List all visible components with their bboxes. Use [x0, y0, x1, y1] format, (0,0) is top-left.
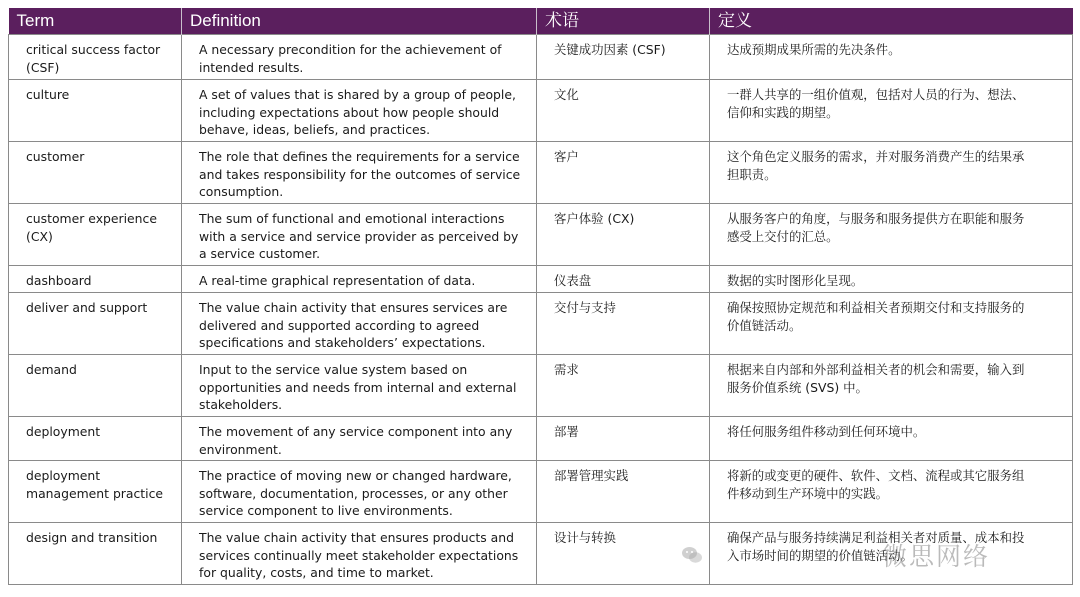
table-row	[9, 80, 1073, 142]
header-definition-zh: 定义	[710, 8, 1073, 35]
header-term: Term	[9, 8, 182, 35]
table-row	[9, 204, 1073, 266]
term-zh-cell	[537, 80, 710, 142]
cell-line: 关键成功因素 (CSF)	[554, 42, 666, 57]
term-cell	[9, 293, 182, 355]
definition-zh-cell	[710, 293, 1073, 355]
cell-line: services continually meet stakeholder expectations	[199, 547, 519, 563]
term-zh-cell	[537, 355, 710, 417]
cell-line: customer	[26, 149, 85, 164]
cell-line: 数据的实时图形化呈现。	[727, 273, 864, 288]
definition-zh-cell	[710, 523, 1073, 585]
header-term-zh: 术语	[537, 8, 710, 35]
cell-line: customer experience	[26, 211, 157, 226]
cell-line: 需求	[554, 362, 579, 377]
term-cell	[9, 461, 182, 523]
cell-line: stakeholders.	[199, 397, 283, 413]
table-row	[9, 355, 1073, 417]
cell-line: a service customer.	[199, 246, 321, 262]
table-row	[9, 266, 1073, 293]
cell-line: A set of values that is shared by a group of people,	[199, 87, 516, 102]
cell-line: 设计与转换	[554, 530, 616, 546]
glossary-body	[9, 35, 1073, 585]
cell-line: 信仰和实践的期望。	[727, 104, 839, 120]
definition-cell	[182, 204, 537, 266]
cell-line: 感受上交付的汇总。	[727, 228, 839, 244]
cell-line: The practice of moving new or changed hardware,	[199, 468, 512, 484]
cell-line: 客户体验 (CX)	[554, 211, 635, 226]
term-zh-cell	[537, 293, 710, 355]
cell-line: 根据来自内部和外部利益相关者的机会和需要，输入到	[727, 362, 1025, 377]
definition-zh-cell	[710, 142, 1073, 204]
definition-cell	[182, 523, 537, 585]
cell-line: Input to the service value system based on	[199, 362, 468, 377]
cell-line: A real-time graphical representation of data.	[199, 273, 476, 288]
definition-cell	[182, 80, 537, 142]
cell-line: 部署管理实践	[554, 468, 629, 484]
cell-line: behave, ideas, beliefs, and practices.	[199, 122, 431, 138]
term-cell	[9, 80, 182, 142]
cell-line: deployment	[26, 468, 101, 484]
table-row	[9, 523, 1073, 585]
definition-cell	[182, 35, 537, 80]
term-zh-cell	[537, 35, 710, 80]
watermark-text: 微思网络	[882, 542, 991, 571]
cell-line: 价值链活动。	[727, 317, 802, 333]
cell-line: 客户	[554, 149, 579, 164]
term-cell	[9, 417, 182, 461]
table-row	[9, 461, 1073, 523]
term-zh-cell	[537, 266, 710, 293]
cell-line: delivered and supported according to agreed	[199, 317, 480, 333]
cell-line: including expectations about how people should	[199, 104, 500, 120]
cell-line: software, documentation, processes, or any other	[199, 485, 508, 501]
term-zh-cell	[537, 461, 710, 523]
table-row	[9, 293, 1073, 355]
definition-zh-cell	[710, 204, 1073, 266]
cell-line: The role that defines the requirements for a service	[199, 149, 520, 164]
definition-zh-cell	[710, 266, 1073, 293]
definition-zh-cell	[710, 35, 1073, 80]
cell-line: 将新的或变更的硬件、软件、文档、流程或其它服务组	[727, 468, 1025, 484]
cell-line: The movement of any service component into any	[199, 424, 513, 439]
cell-line: (CX)	[26, 228, 53, 244]
cell-line: The sum of functional and emotional interactions	[199, 211, 505, 226]
cell-line: The value chain activity that ensures services are	[199, 300, 508, 315]
cell-line: 交付与支持	[554, 300, 616, 315]
cell-line: 确保按照协定规范和利益相关者预期交付和支持服务的	[727, 300, 1025, 315]
definition-cell	[182, 355, 537, 417]
table-row	[9, 142, 1073, 204]
cell-line: 确保产品与服务持续满足利益相关者对质量、成本和投	[727, 530, 1025, 546]
cell-line: 将任何服务组件移动到任何环境中。	[727, 424, 926, 439]
definition-zh-cell	[710, 461, 1073, 523]
cell-line: deliver and support	[26, 300, 148, 315]
cell-line: management practice	[26, 485, 164, 501]
cell-line: 部署	[554, 424, 579, 439]
cell-line: 仪表盘	[554, 273, 592, 288]
term-cell	[9, 266, 182, 293]
table-row	[9, 417, 1073, 461]
term-cell	[9, 355, 182, 417]
cell-line: (CSF)	[26, 59, 60, 75]
term-zh-cell	[537, 204, 710, 266]
cell-line: A necessary precondition for the achievement of	[199, 42, 502, 57]
cell-line: intended results.	[199, 59, 304, 75]
cell-line: 达成预期成果所需的先决条件。	[727, 42, 901, 57]
cell-line: design and transition	[26, 530, 158, 546]
cell-line: 担职责。	[727, 166, 777, 182]
definition-zh-cell	[710, 417, 1073, 461]
definition-cell	[182, 417, 537, 461]
term-zh-cell	[537, 523, 710, 585]
term-zh-cell	[537, 417, 710, 461]
cell-line: dashboard	[26, 273, 92, 288]
cell-line: deployment	[26, 424, 101, 439]
cell-line: 服务价值系统 (SVS) 中。	[727, 379, 868, 395]
cell-line: The value chain activity that ensures products and	[199, 530, 514, 546]
cell-line: opportunities and needs from internal and external	[199, 379, 517, 395]
cell-line: 一群人共享的一组价值观，包括对人员的行为、想法、	[727, 87, 1025, 102]
cell-line: and takes responsibility for the outcomes of service	[199, 166, 521, 182]
header-definition: Definition	[182, 8, 537, 35]
term-cell	[9, 204, 182, 266]
header-row	[9, 8, 1073, 35]
term-cell	[9, 35, 182, 80]
cell-line: with a service and service provider as perceived by	[199, 228, 519, 244]
cell-line: 件移动到生产环境中的实践。	[727, 485, 889, 501]
cell-line: service component to live environments.	[199, 503, 453, 519]
cell-line: culture	[26, 87, 70, 102]
cell-line: consumption.	[199, 184, 284, 200]
definition-zh-cell	[710, 355, 1073, 417]
cell-line: 从服务客户的角度，与服务和服务提供方在职能和服务	[727, 211, 1025, 226]
glossary-table	[8, 8, 1073, 585]
cell-line: 入市场时间的期望的价值链活动。	[727, 547, 913, 563]
cell-line: 这个角色定义服务的需求，并对服务消费产生的结果承	[727, 149, 1025, 164]
cell-line: demand	[26, 362, 77, 377]
definition-cell	[182, 266, 537, 293]
definition-cell	[182, 142, 537, 204]
cell-line: environment.	[199, 441, 282, 457]
term-cell	[9, 142, 182, 204]
term-zh-cell	[537, 142, 710, 204]
term-cell	[9, 523, 182, 585]
cell-line: for quality, costs, and time to market.	[199, 565, 434, 581]
cell-line: critical success factor	[26, 42, 161, 57]
definition-cell	[182, 461, 537, 523]
cell-line: 文化	[554, 87, 579, 102]
table-row	[9, 35, 1073, 80]
definition-zh-cell	[710, 80, 1073, 142]
definition-cell	[182, 293, 537, 355]
cell-line: specifications and stakeholders’ expectations.	[199, 335, 486, 351]
